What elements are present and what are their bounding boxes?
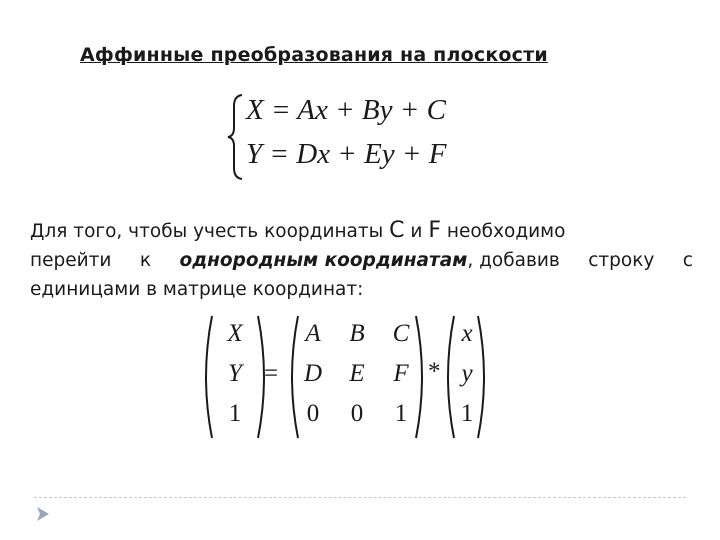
matrix-cell: C	[392, 320, 410, 347]
text-segment: и	[404, 221, 429, 242]
equation-line-1: X = Ax + By + C	[246, 94, 446, 126]
matrix-cell: B	[349, 320, 365, 347]
explanation-paragraph	[30, 216, 693, 304]
triangle-arrow-icon[interactable]	[36, 506, 50, 522]
lhs-X: X	[227, 320, 243, 347]
matrix-cell: A	[305, 320, 321, 347]
text-word: к	[139, 250, 152, 271]
matrix-cell: 0	[306, 400, 320, 427]
text-segment: Для того, чтобы учесть координаты	[30, 221, 390, 242]
rhs-y: y	[461, 360, 473, 387]
text-word: строку	[588, 250, 655, 271]
text-segment: необходимо	[441, 221, 566, 242]
rhs-1: 1	[460, 400, 474, 427]
rhs-x: x	[461, 320, 473, 347]
slide-title: Аффинные преобразования на плоскости	[80, 44, 548, 66]
matrix-cell: 1	[394, 400, 408, 427]
footer-divider	[34, 497, 686, 498]
matrix-equation	[200, 312, 500, 442]
text-word: с	[682, 250, 693, 271]
matrix-cell: E	[349, 360, 365, 387]
coef-c-label: C	[389, 218, 405, 243]
matrix-cell: 0	[350, 400, 364, 427]
text-word: , добавив	[467, 250, 560, 271]
emphasized-term: однородным координатам	[179, 250, 468, 271]
lhs-1: 1	[228, 400, 242, 427]
equation-line-2: Y = Dx + Ey + F	[246, 138, 447, 170]
multiply-sign: *	[428, 358, 441, 385]
lhs-Y: Y	[228, 360, 242, 387]
left-brace-icon	[226, 92, 248, 182]
matrix-cell: F	[393, 360, 409, 387]
paragraph-line-3: единицами в матрице координат:	[30, 279, 364, 300]
paragraph-line-1	[30, 216, 693, 246]
matrix-cell: D	[303, 360, 323, 387]
equals-sign: =	[264, 360, 279, 387]
text-word: перейти	[30, 250, 112, 271]
equation-system	[226, 92, 466, 182]
paragraph-line-2	[30, 246, 693, 275]
coef-f-label: F	[428, 218, 441, 243]
